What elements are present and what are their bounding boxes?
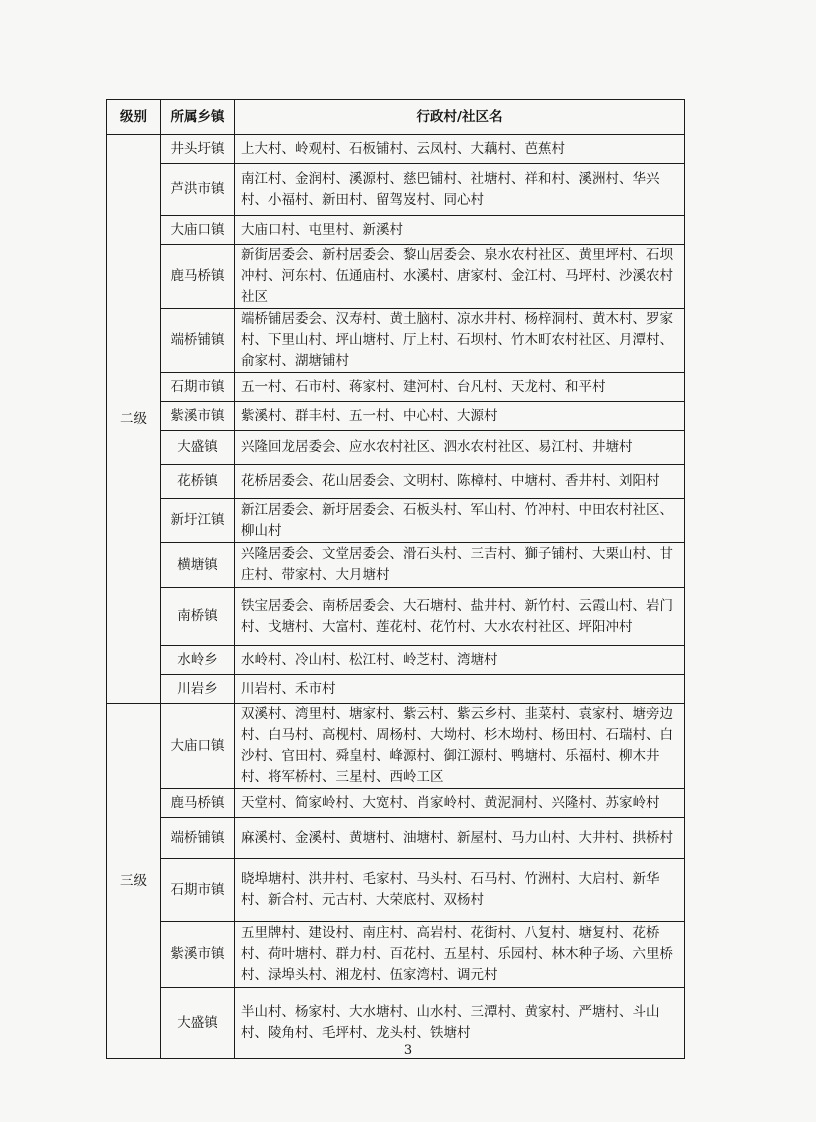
villages-cell: 兴隆居委会、文堂居委会、滑石头村、三吉村、獅子铺村、大栗山村、甘庄村、带家村、大月塘村 [235,543,685,588]
level-cell: 二级 [107,135,161,704]
town-cell: 大庙口镇 [161,216,235,245]
town-cell: 横塘镇 [161,543,235,588]
villages-cell: 铁宝居委会、南桥居委会、大石塘村、盐井村、新竹村、云霞山村、岩门村、戈塘村、大富村、莲花村、花竹村、大水农村社区、坪阳冲村 [235,588,685,646]
villages-cell: 新江居委会、新圩居委会、石板头村、军山村、竹冲村、中田农村社区、柳山村 [235,499,685,543]
villages-cell: 南江村、金润村、溪源村、慈巴铺村、社塘村、祥和村、溪洲村、华兴村、小福村、新田村、留驾岌村、同心村 [235,164,685,216]
town-cell: 新圩江镇 [161,499,235,543]
town-cell: 井头圩镇 [161,135,235,164]
town-cell: 石期市镇 [161,373,235,402]
villages-cell: 兴隆回龙居委会、应水农村社区、泗水农村社区、易江村、井塘村 [235,431,685,465]
villages-cell: 川岩村、禾市村 [235,675,685,704]
town-cell: 大庙口镇 [161,704,235,789]
table-row [107,499,685,543]
villages-cell: 晓埠塘村、洪井村、毛家村、马头村、石马村、竹洲村、大启村、新华村、新合村、元古村、大荣底村、双杨村 [235,859,685,922]
table-row [107,309,685,373]
table-body [107,135,685,1059]
town-cell: 端桥铺镇 [161,309,235,373]
town-cell: 芦洪市镇 [161,164,235,216]
town-cell: 花桥镇 [161,465,235,499]
villages-cell: 五一村、石市村、蒋家村、建河村、台凡村、天龙村、和平村 [235,373,685,402]
villages-cell: 五里牌村、建设村、南庄村、高岩村、花街村、八复村、塘复村、花桥村、荷叶塘村、群力村、百花村、五星村、乐园村、林木种子场、六里桥村、渌埠头村、湘龙村、伍家湾村、调元村 [235,922,685,988]
town-cell: 大盛镇 [161,988,235,1059]
table-header-row [107,100,685,135]
table-row [107,465,685,499]
villages-cell: 上大村、岭观村、石板铺村、云凤村、大藕村、芭蕉村 [235,135,685,164]
villages-cell: 紫溪村、群丰村、五一村、中心村、大源村 [235,402,685,431]
villages-cell: 端桥铺居委会、汉寿村、黄土脑村、凉水井村、杨梓洞村、黄木村、罗家村、下里山村、坪山塘村、厅上村、石坝村、竹木町农村社区、月潭村、俞家村、湖塘铺村 [235,309,685,373]
village-grade-table [106,99,685,1059]
town-cell: 鹿马桥镇 [161,245,235,309]
villages-cell: 新街居委会、新村居委会、黎山居委会、泉水农村社区、黄里坪村、石坝冲村、河东村、伍通庙村、水溪村、唐家村、金江村、马坪村、沙溪农村社区 [235,245,685,309]
table-row [107,135,685,164]
level-cell: 三级 [107,704,161,1059]
table-row [107,543,685,588]
table-row [107,164,685,216]
villages-cell: 天堂村、简家岭村、大宽村、肖家岭村、黄泥洞村、兴隆村、苏家岭村 [235,789,685,818]
table-row [107,704,685,789]
table-row [107,216,685,245]
town-cell: 大盛镇 [161,431,235,465]
header-town: 所属乡镇 [161,100,235,135]
town-cell: 鹿马桥镇 [161,789,235,818]
town-cell: 南桥镇 [161,588,235,646]
table-row [107,373,685,402]
table-row [107,431,685,465]
table-row [107,646,685,675]
town-cell: 端桥铺镇 [161,818,235,859]
table-row [107,245,685,309]
table-row [107,588,685,646]
villages-cell: 麻溪村、金溪村、黄塘村、油塘村、新屋村、马力山村、大井村、拱桥村 [235,818,685,859]
villages-cell: 半山村、杨家村、大水塘村、山水村、三潭村、黄家村、严塘村、斗山村、陵角村、毛坪村、龙头村、铁塘村 [235,988,685,1059]
villages-cell: 水岭村、冷山村、松江村、岭芝村、湾塘村 [235,646,685,675]
table-row [107,402,685,431]
table-row [107,818,685,859]
town-cell: 紫溪市镇 [161,922,235,988]
town-cell: 川岩乡 [161,675,235,704]
town-cell: 紫溪市镇 [161,402,235,431]
table-row [107,859,685,922]
table-row [107,789,685,818]
town-cell: 水岭乡 [161,646,235,675]
table-row [107,675,685,704]
villages-cell: 花桥居委会、花山居委会、文明村、陈樟村、中塘村、香井村、刘阳村 [235,465,685,499]
villages-cell: 大庙口村、屯里村、新溪村 [235,216,685,245]
header-villages: 行政村/社区名 [235,100,685,135]
villages-cell: 双溪村、湾里村、塘家村、紫云村、紫云乡村、韭菜村、袁家村、塘旁边村、白马村、高枧村、周杨村、大坳村、杉木坳村、杨田村、石瑞村、白沙村、官田村、舜皇村、峰源村、御江源村、鸭塘村、乐福村、柳木井村、将军桥村、三星村、西岭工区 [235,704,685,789]
town-cell: 石期市镇 [161,859,235,922]
table-row [107,922,685,988]
page-number: 3 [403,1043,413,1058]
header-level: 级别 [107,100,161,135]
